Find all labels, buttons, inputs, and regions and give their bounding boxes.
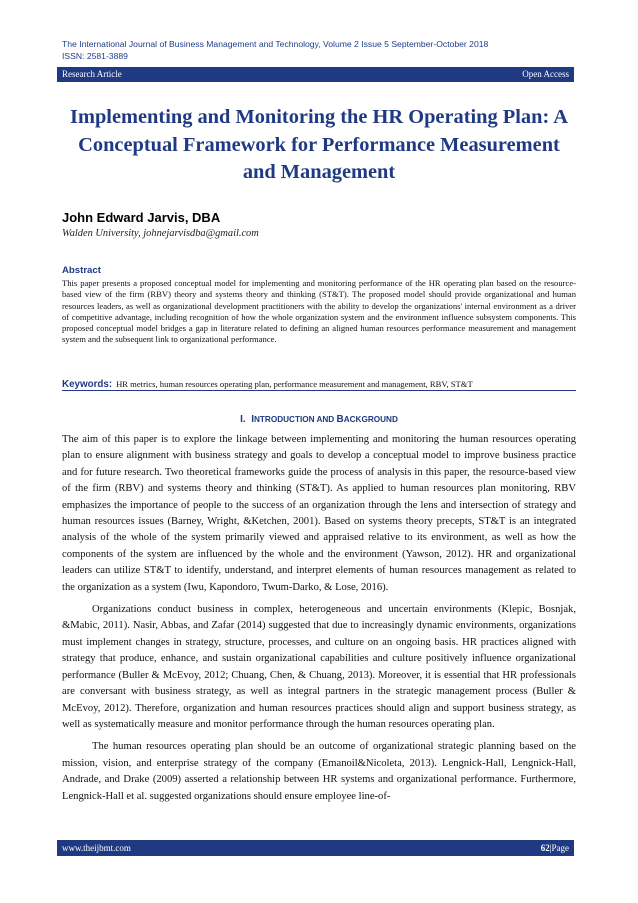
journal-citation: The International Journal of Business Management and Technology, Volume 2 Issue 5 September-October 2018 [62, 39, 489, 49]
keywords-text: HR metrics, human resources operating plan, performance measurement and management, RBV, ST&T [116, 379, 473, 389]
section-title-cap-2: B [336, 414, 344, 425]
footer-page [541, 840, 569, 856]
abstract-text: This paper presents a proposed conceptual model for implementing and monitoring performance of the HR operating plan based on the resource-based view of the firm (RBV) theory and systems theory and thinking (ST&T). The proposed model should provide organizational and human resources leaders, as well as organizational development practitioners with the ability to develop the organizations' internal environment as a driver of competitive advantage, including recognition of how the whole organization system and the environment influence subsystem components. This proposed conceptual model bridges a gap in literature related to defining an aligned human resources performance measurement and management system and the subsequent link to organizational performance. [62, 278, 576, 345]
abstract-heading: Abstract [62, 265, 101, 276]
keywords-divider [62, 390, 576, 391]
author-name: John Edward Jarvis, DBA [62, 210, 221, 225]
open-access-label: Open Access [522, 69, 569, 79]
body-paragraph-2: Organizations conduct business in complex, heterogeneous and uncertain environments (Klepic, Bosnjak, &Mabic, 2011). Nasir, Abbas, and Zafar (2014) suggested that due to increasingly dynamic environments, organizations must implement changes in strategy, structure, processes, and culture on an ongoing basis. HR practices aligned with strategy that produce, enhance, and sustain organizational capabilities and culture positively influence organizational performance (Buller & McEvoy, 2012; Chuang, Chen, & Chuang, 2013). Moreover, it is essential that HR professionals are conversant with business strategy, as well as integral partners in the strategic management process (Buller & McEvoy, 2012). Therefore, organization and human resources practices should align and support business strategy, as well as systematically measure and monitor performance through the human resources operating plan. [62, 604, 576, 730]
article-type-label: Research Article [62, 69, 122, 79]
footer-bar [57, 840, 574, 856]
body-paragraph-3: The human resources operating plan should be an outcome of organizational strategic planning based on the mission, vision, and enterprise strategy of the company (Emanoil&Nicoleta, 2013). Lengnick-Hall, Lengnick-Hall, Andrade, and Drake (2009) asserted a relationship between HR systems and organizational performance. Furthermore, Lengnick-Hall et al. suggested organizations should ensure employee line-of- [62, 741, 576, 802]
author-affiliation: Walden University, johnejarvisdba@gmail.com [62, 228, 259, 239]
footer-url[interactable]: www.theijbmt.com [62, 843, 131, 853]
article-type-bar [57, 67, 574, 82]
section-body [62, 432, 576, 811]
paper-title: Implementing and Monitoring the HR Operating Plan: A Conceptual Framework for Performance Measurement and Management [70, 106, 568, 183]
section-title-rest-2: ACKGROUND [343, 415, 398, 424]
section-title-cap-1: I [251, 414, 255, 425]
page-label: |Page [549, 843, 569, 853]
body-paragraph-1: The aim of this paper is to explore the linkage between implementing and monitoring the human resources operating plan to ensure alignment with business strategy and goals to develop a conceptual model to improve business practice and for future research. Two theoretical frameworks guide the process of analysis in this paper, the resource-based view of the firm (RBV) and systems theory and thinking (ST&T). As applied to human resources plan monitoring, RBV emphasizes the importance of people to the success of an organization through the lens and intersection of strategy and human resources issues (Barney, Wright, &Ketchen, 2001). Based on systems theory precepts, ST&T is an integrated analysis of the whole of the system primarily viewed and appraised relative to its environment, as well as how the components of the system are influenced by the whole and the environment (Yawson, 2012). HR and organizational leaders can utilize ST&T to identify, understand, and interpret elements of human resources management as related to the organization as a system (Iwu, Kapondoro, Twum-Darko, & Lose, 2016). [62, 434, 576, 593]
keywords-label: Keywords: [62, 379, 113, 390]
page-number: 62 [540, 843, 550, 853]
journal-issn: ISSN: 2581-3889 [62, 51, 128, 61]
section-number: I. [240, 414, 246, 425]
section-heading [62, 414, 576, 425]
section-title-rest-1: NTRODUCTION AND [254, 415, 337, 424]
